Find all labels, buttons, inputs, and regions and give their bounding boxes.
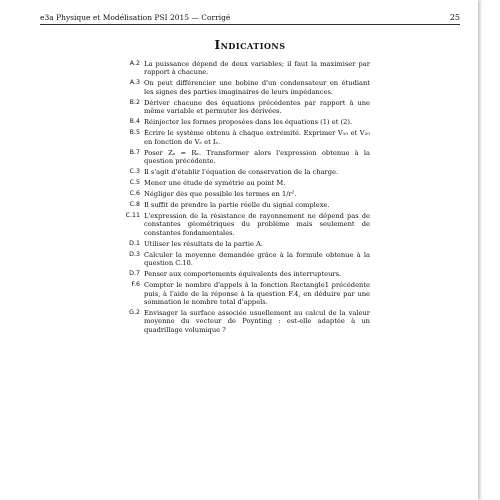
hint-item <box>112 212 370 237</box>
hint-item <box>112 168 370 176</box>
page-number: 25 <box>449 13 460 22</box>
hint-item <box>112 281 370 306</box>
hint-label: C.3 <box>129 168 140 176</box>
hint-item <box>112 201 370 209</box>
hint-text: Réinjecter les formes proposées dans les équations (1) et (2). <box>144 118 353 127</box>
hint-text: La puissance dépend de deux variables; il faut la maximiser par rapport à chacune. <box>144 60 370 77</box>
hint-label: B.2 <box>129 98 140 106</box>
hint-item <box>112 240 370 248</box>
hint-text: Penser aux comportements équivalents des interrupteurs. <box>144 270 342 279</box>
hint-text: Négliger dès que possible les termes en 1/r². <box>144 190 297 199</box>
hint-text: Poser Zₑ = Rₑ. Transformer alors l'expression obtenue à la question précédente. <box>144 148 370 166</box>
hint-item <box>112 149 370 166</box>
hints-list <box>112 60 370 337</box>
hint-label: C.5 <box>129 179 140 187</box>
hint-text: Calculer la moyenne demandée grâce à la formule obtenue à la question C.10. <box>144 250 370 268</box>
hint-label: C.8 <box>129 201 140 209</box>
hint-item <box>112 309 370 334</box>
hint-label: G.2 <box>129 309 140 317</box>
hint-item <box>112 99 370 116</box>
hint-text: Envisager la surface associée usuellement au calcul de la valeur moyenne du vecteur de Poynting : est-elle adaptée à un quadrillage volumique ? <box>144 309 370 334</box>
hint-item <box>112 190 370 198</box>
hint-label: D.7 <box>129 270 140 278</box>
hint-text: Écrire le système obtenu à chaque extrémité. Exprimer V₁₀ et V₂₀ en fonction de Vₑ et Iₑ. <box>144 129 370 146</box>
hint-label: B.4 <box>129 118 140 126</box>
hint-item <box>112 60 370 77</box>
hint-label: C.11 <box>125 212 140 220</box>
section-title: Indications <box>214 38 286 52</box>
hint-text: On peut différencier une bobine d'un condensateur en étudiant les signes des parties imaginaires de leurs impédances. <box>144 79 370 96</box>
hint-item <box>112 79 370 96</box>
hint-label: F.6 <box>131 281 140 289</box>
hint-text: Mener une étude de symétrie au point M. <box>144 179 286 188</box>
hint-text: Il s'agit d'établir l'équation de conservation de la charge. <box>144 168 339 177</box>
hint-label: A.3 <box>129 79 140 87</box>
hint-label: C.6 <box>129 190 140 198</box>
hint-label: B.5 <box>129 129 140 137</box>
hint-item <box>112 270 370 278</box>
hint-text: Compter le nombre d'appels à la fonction Rectangle1 précédente puis, à l'aide de la réponse à la question F.4, en déduire par une sommation le nombre total d'appels. <box>144 281 370 307</box>
hint-item <box>112 129 370 146</box>
hint-label: D.1 <box>129 239 140 247</box>
hint-item <box>112 118 370 126</box>
hint-text: L'expression de la résistance de rayonnement ne dépend pas de constantes géométriques du problème mais seulement de constantes fondamentales. <box>144 212 370 237</box>
running-header <box>40 13 460 25</box>
hint-label: B.7 <box>129 148 140 156</box>
header-text: e3a Physique et Modélisation PSI 2015 — Corrigé <box>40 13 231 22</box>
hint-item <box>112 179 370 187</box>
hint-label: D.3 <box>129 250 140 258</box>
hint-item <box>112 251 370 268</box>
hint-text: Dériver chacune des équations précédentes par rapport à une même variable et permuter les dérivées. <box>144 98 370 116</box>
hint-label: A.2 <box>129 60 140 67</box>
hint-text: Utiliser les résultats de la partie A. <box>144 239 264 248</box>
hint-text: Il suffit de prendre la partie réelle du signal complexe. <box>144 201 330 210</box>
